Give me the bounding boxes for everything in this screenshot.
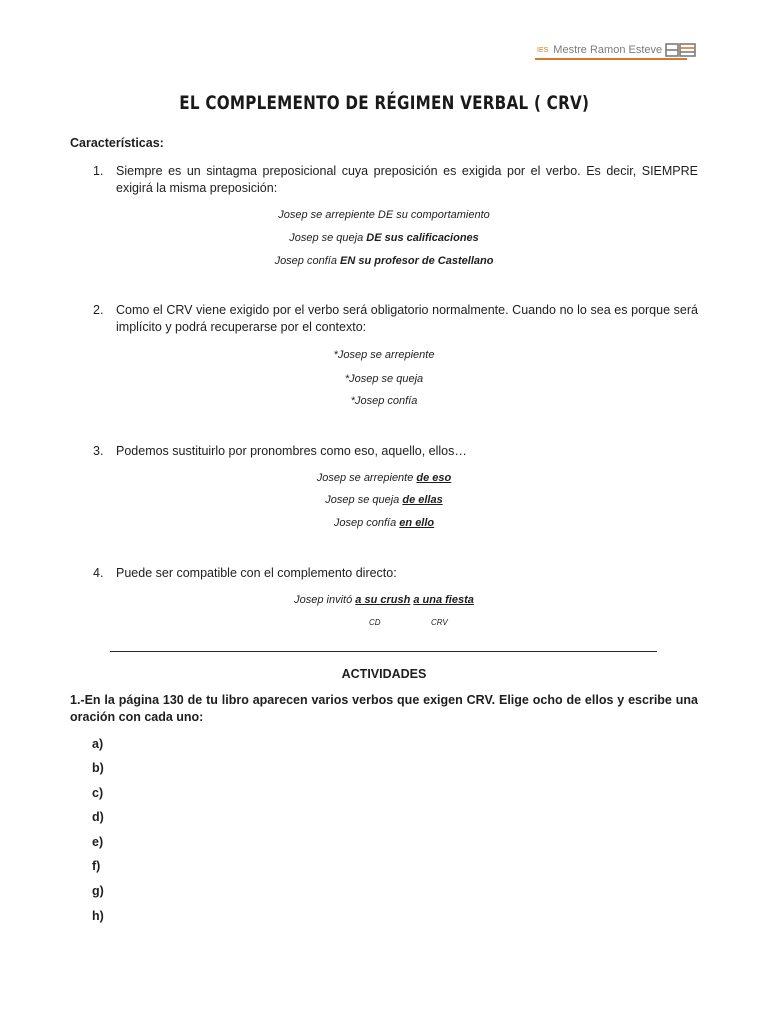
example-crv: a una fiesta <box>413 594 474 606</box>
header-rule <box>535 58 687 60</box>
example-sentence <box>0 208 768 222</box>
example-plain: *Josep se arrepiente <box>333 349 435 361</box>
answer-label: d) <box>92 810 104 824</box>
example-plain: *Josep se queja <box>344 373 424 385</box>
activities-heading: ACTIVIDADES <box>341 667 427 681</box>
example-emphasis: de ellas <box>402 494 443 506</box>
answer-label: a) <box>92 737 104 751</box>
example-sentence <box>0 394 768 408</box>
school-header <box>537 42 697 58</box>
item-text: Podemos sustituirlo por pronombres como eso, aquello, ellos… <box>116 444 467 458</box>
crv-label: CRV <box>431 618 448 627</box>
characteristics-heading: Características: <box>70 136 164 150</box>
example-plain: Josep se arrepiente DE su comportamiento <box>278 209 490 221</box>
item-number: 3. <box>93 444 104 458</box>
school-prefix: IES <box>537 46 549 54</box>
example-sentence <box>0 593 768 607</box>
item-text: Como el CRV viene exigido por el verbo será obligatorio normalmente. Cuando no lo sea es porque será implícito y podrá recuperarse por el contexto: <box>116 303 698 334</box>
example-emphasis: de eso <box>416 472 452 484</box>
example-sentence <box>0 348 768 362</box>
answer-label: e) <box>92 835 104 849</box>
example-plain: Josep se arrepiente <box>316 472 417 484</box>
example-emphasis: DE sus calificaciones <box>366 232 479 244</box>
example-emphasis: EN su profesor de Castellano <box>340 255 494 267</box>
example-sentence <box>0 254 768 268</box>
example-emphasis: en ello <box>399 517 435 529</box>
school-name: Mestre Ramon Esteve <box>553 44 663 56</box>
example-sentence <box>0 471 768 485</box>
item-number: 4. <box>93 566 104 580</box>
item-number: 1. <box>93 164 104 178</box>
section-divider <box>110 651 657 652</box>
example-plain: Josep invitó <box>294 594 356 606</box>
item-text: Siempre es un sintagma preposicional cuya preposición es exigida por el verbo. Es decir, SIEMPRE exigirá la misma preposición: <box>116 164 698 195</box>
answer-label: c) <box>92 786 104 800</box>
example-plain: *Josep confía <box>350 395 418 407</box>
answer-label: b) <box>92 761 104 775</box>
example-plain: Josep confía <box>333 517 400 529</box>
activity-task-1: 1.-En la página 130 de tu libro aparecen varios verbos que exigen CRV. Elige ocho de ellos y escribe una oración con cada uno: <box>70 693 698 724</box>
item-text: Puede ser compatible con el complemento directo: <box>116 566 397 580</box>
example-plain: Josep se queja <box>325 494 403 506</box>
example-sentence <box>0 231 768 245</box>
answer-label: h) <box>92 909 104 923</box>
answer-label: f) <box>92 859 101 873</box>
item-number: 2. <box>93 303 104 317</box>
example-sentence <box>0 516 768 530</box>
example-sentence <box>0 493 768 507</box>
example-sentence <box>0 372 768 386</box>
cd-label: CD <box>369 618 381 627</box>
example-cd: a su crush <box>355 594 411 606</box>
school-logo-icon <box>665 42 697 58</box>
answer-label: g) <box>92 884 104 898</box>
page-title <box>0 92 768 114</box>
example-plain: Josep se queja <box>289 232 367 244</box>
example-plain: Josep confía <box>274 255 340 267</box>
page-title-text: EL COMPLEMENTO DE RÉGIMEN VERBAL ( CRV) <box>179 92 589 114</box>
